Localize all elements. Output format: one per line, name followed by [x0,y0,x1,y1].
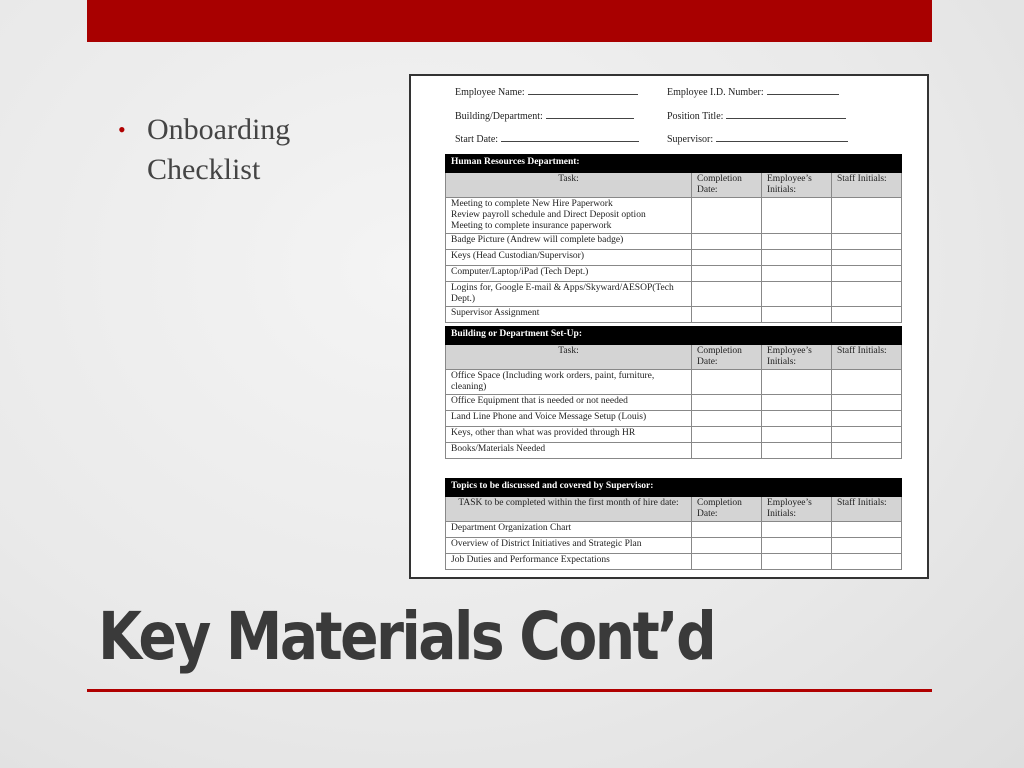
building-section-title: Building or Department Set-Up: [446,327,902,345]
onboarding-checklist-document [409,74,929,579]
staff-initials-column-header: Staff Initials: [832,345,902,370]
completion-date-cell[interactable] [692,411,762,427]
employee-initials-cell[interactable] [762,522,832,538]
table-row [446,282,902,307]
field-label: Supervisor: [667,134,714,145]
completion-date-cell[interactable] [692,250,762,266]
supervisor-topics-section [445,478,901,570]
top-accent-bar [87,0,932,42]
task-text: Meeting to complete insurance paperwork [451,221,612,231]
field-label: Start Date: [455,134,499,145]
completion-date-cell[interactable] [692,554,762,570]
employee-initials-column-header: Employee’s Initials: [762,173,832,198]
employee-name-field [455,85,638,98]
task-cell: Books/Materials Needed [446,443,692,459]
table-row [446,538,902,554]
employee-initials-cell[interactable] [762,266,832,282]
position-title-field [667,109,846,122]
table-row [446,266,902,282]
task-cell: Keys, other than what was provided through HR [446,427,692,443]
completion-date-cell[interactable] [692,443,762,459]
table-row [446,250,902,266]
field-label: Position Title: [667,111,724,122]
task-text: Review payroll schedule and Direct Deposit option [451,210,646,220]
task-cell: Department Organization Chart [446,522,692,538]
bullet-dot-icon: • [118,117,126,142]
completion-date-cell[interactable] [692,370,762,395]
completion-date-cell[interactable] [692,427,762,443]
task-cell: Keys (Head Custodian/Supervisor) [446,250,692,266]
staff-initials-cell[interactable] [832,427,902,443]
employee-initials-cell[interactable] [762,427,832,443]
completion-date-cell[interactable] [692,234,762,250]
table-row [446,554,902,570]
field-label: Employee Name: [455,87,525,98]
completion-date-cell[interactable] [692,522,762,538]
employee-initials-column-header: Employee’s Initials: [762,497,832,522]
employee-initials-cell[interactable] [762,370,832,395]
staff-initials-cell[interactable] [832,234,902,250]
task-cell: Office Space (Including work orders, paint, furniture, cleaning) [446,370,692,395]
staff-initials-cell[interactable] [832,443,902,459]
employee-initials-cell[interactable] [762,443,832,459]
table-row [446,234,902,250]
field-line [546,109,634,119]
task-cell: Overview of District Initiatives and Strategic Plan [446,538,692,554]
field-line [528,85,638,95]
table-row [446,411,902,427]
employee-initials-cell[interactable] [762,411,832,427]
supervisor-field [667,132,848,145]
task-cell: Office Equipment that is needed or not needed [446,395,692,411]
task-cell: Logins for, Google E-mail & Apps/Skyward/AESOP(Tech Dept.) [446,282,692,307]
staff-initials-column-header: Staff Initials: [832,497,902,522]
hr-section-title: Human Resources Department: [446,155,902,173]
task-column-header: Task: [446,173,692,198]
table-row [446,198,902,234]
table-row [446,395,902,411]
employee-id-field [667,85,839,98]
employee-initials-cell[interactable] [762,282,832,307]
employee-initials-column-header: Employee’s Initials: [762,345,832,370]
task-cell: Supervisor Assignment [446,307,692,323]
hr-section [445,154,901,323]
field-line [716,132,848,142]
field-line [767,85,839,95]
field-label: Employee I.D. Number: [667,87,764,98]
completion-date-column-header: Completion Date: [692,173,762,198]
employee-initials-cell[interactable] [762,395,832,411]
completion-date-column-header: Completion Date: [692,497,762,522]
building-department-field [455,109,634,122]
employee-initials-cell[interactable] [762,554,832,570]
building-setup-section [445,326,901,459]
employee-initials-cell[interactable] [762,307,832,323]
employee-initials-cell[interactable] [762,250,832,266]
employee-initials-cell[interactable] [762,538,832,554]
employee-initials-cell[interactable] [762,198,832,234]
table-row [446,370,902,395]
slide-title: Key Materials Cont’d [98,598,715,675]
staff-initials-cell[interactable] [832,395,902,411]
completion-date-cell[interactable] [692,282,762,307]
task-text: Meeting to complete New Hire Paperwork [451,199,613,209]
staff-initials-cell[interactable] [832,307,902,323]
title-underline [87,689,932,692]
table-row [446,427,902,443]
field-label: Building/Department: [455,111,543,122]
completion-date-cell[interactable] [692,395,762,411]
bullet-item [118,110,378,190]
task-cell: Job Duties and Performance Expectations [446,554,692,570]
staff-initials-cell[interactable] [832,198,902,234]
table-row [446,522,902,538]
staff-initials-cell[interactable] [832,554,902,570]
staff-initials-cell[interactable] [832,266,902,282]
employee-initials-cell[interactable] [762,234,832,250]
supervisor-section-title: Topics to be discussed and covered by Supervisor: [446,479,902,497]
table-row [446,443,902,459]
task-cell: Computer/Laptop/iPad (Tech Dept.) [446,266,692,282]
table-row [446,307,902,323]
staff-initials-cell[interactable] [832,538,902,554]
task-column-header: TASK to be completed within the first month of hire date: [446,497,692,522]
bullet-text: Onboarding Checklist [147,113,291,186]
staff-initials-cell[interactable] [832,250,902,266]
completion-date-column-header: Completion Date: [692,345,762,370]
staff-initials-column-header: Staff Initials: [832,173,902,198]
staff-initials-cell[interactable] [832,370,902,395]
staff-initials-cell[interactable] [832,522,902,538]
completion-date-cell[interactable] [692,266,762,282]
completion-date-cell[interactable] [692,307,762,323]
task-column-header: Task: [446,345,692,370]
field-line [501,132,639,142]
staff-initials-cell[interactable] [832,282,902,307]
completion-date-cell[interactable] [692,198,762,234]
task-cell: Land Line Phone and Voice Message Setup (Louis) [446,411,692,427]
task-cell: Badge Picture (Andrew will complete badge) [446,234,692,250]
start-date-field [455,132,639,145]
field-line [726,109,846,119]
task-cell [446,198,692,234]
staff-initials-cell[interactable] [832,411,902,427]
completion-date-cell[interactable] [692,538,762,554]
